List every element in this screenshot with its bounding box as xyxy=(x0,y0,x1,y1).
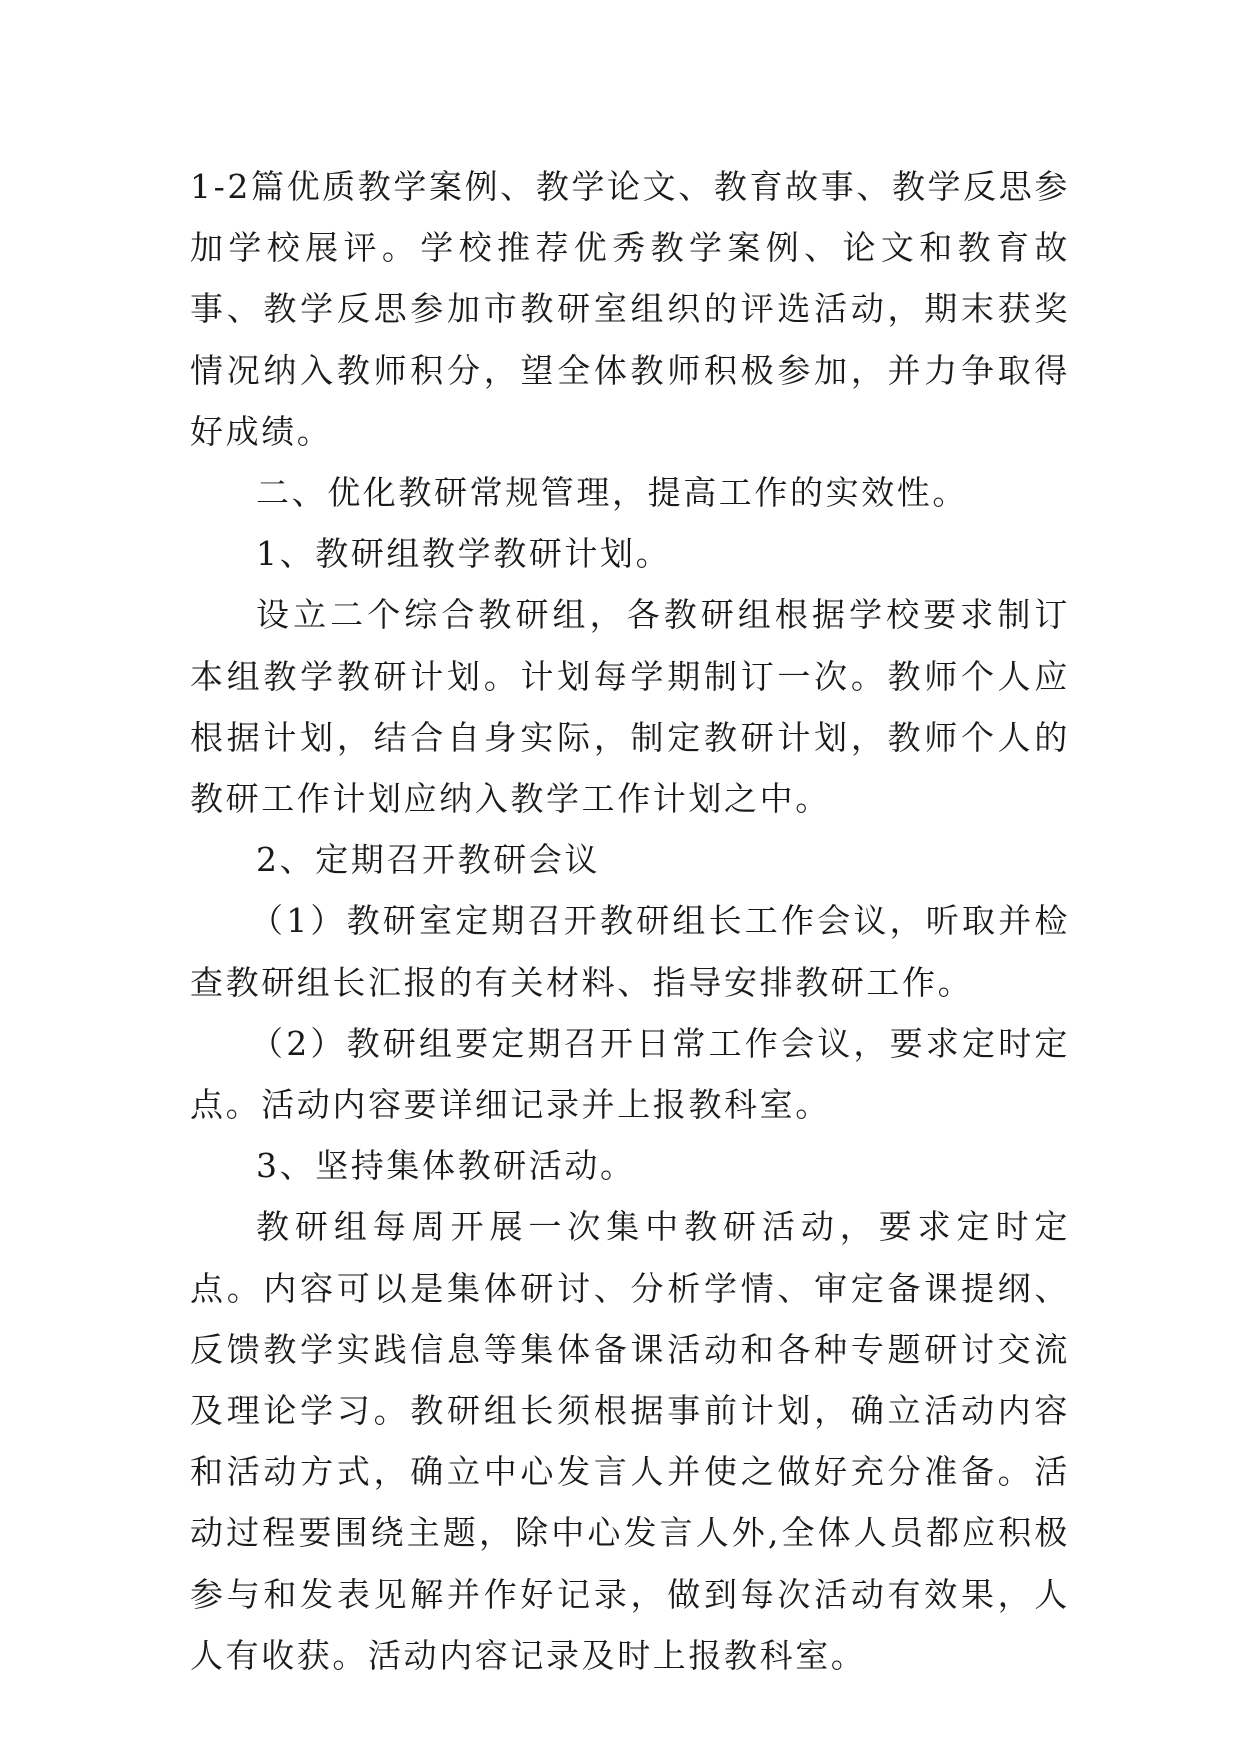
subheading-2: 2、定期召开教研会议 xyxy=(256,840,600,880)
paragraph-item-2: （2）教研组要定期召开日常工作会议，要求定时定点。活动内容要详细记录并上报教科室。 xyxy=(190,1023,1070,1125)
paragraph-item-1: （1）教研室定期召开教研组长工作会议，听取并检查教研组长汇报的有关材料、指导安排教研工作。 xyxy=(190,901,1070,1002)
subheading-1: 1、教研组教学教研计划。 xyxy=(256,534,672,574)
paragraph-continuation: 1-2篇优质教学案例、教学论文、教育故事、教学反思参加学校展评。学校推荐优秀教学案例、论文和教育故事、教学反思参加市教研室组织的评选活动，期末获奖情况纳入教师积分，望全体教师积极参加，并力争取得好成绩。 xyxy=(190,167,1070,451)
document-body xyxy=(190,156,1070,1686)
section-heading-2: 二、优化教研常规管理，提高工作的实效性。 xyxy=(256,473,968,513)
paragraph-plan: 设立二个综合教研组，各教研组根据学校要求制订本组教学教研计划。计划每学期制订一次。教师个人应根据计划，结合自身实际，制定教研计划，教师个人的教研工作计划应纳入教学工作计划之中。 xyxy=(190,595,1070,819)
paragraph-activity: 教研组每周开展一次集中教研活动，要求定时定点。内容可以是集体研讨、分析学情、审定备课提纲、反馈教学实践信息等集体备课活动和各种专题研讨交流及理论学习。教研组长须根据事前计划，确立活动内容和活动方式，确立中心发言人并使之做好充分准备。活动过程要围绕主题，除中心发言人外,全体人员都应积极参与和发表见解并作好记录，做到每次活动有效果，人人有收获。活动内容记录及时上报教科室。 xyxy=(190,1207,1070,1675)
subheading-3: 3、坚持集体教研活动。 xyxy=(256,1146,636,1186)
